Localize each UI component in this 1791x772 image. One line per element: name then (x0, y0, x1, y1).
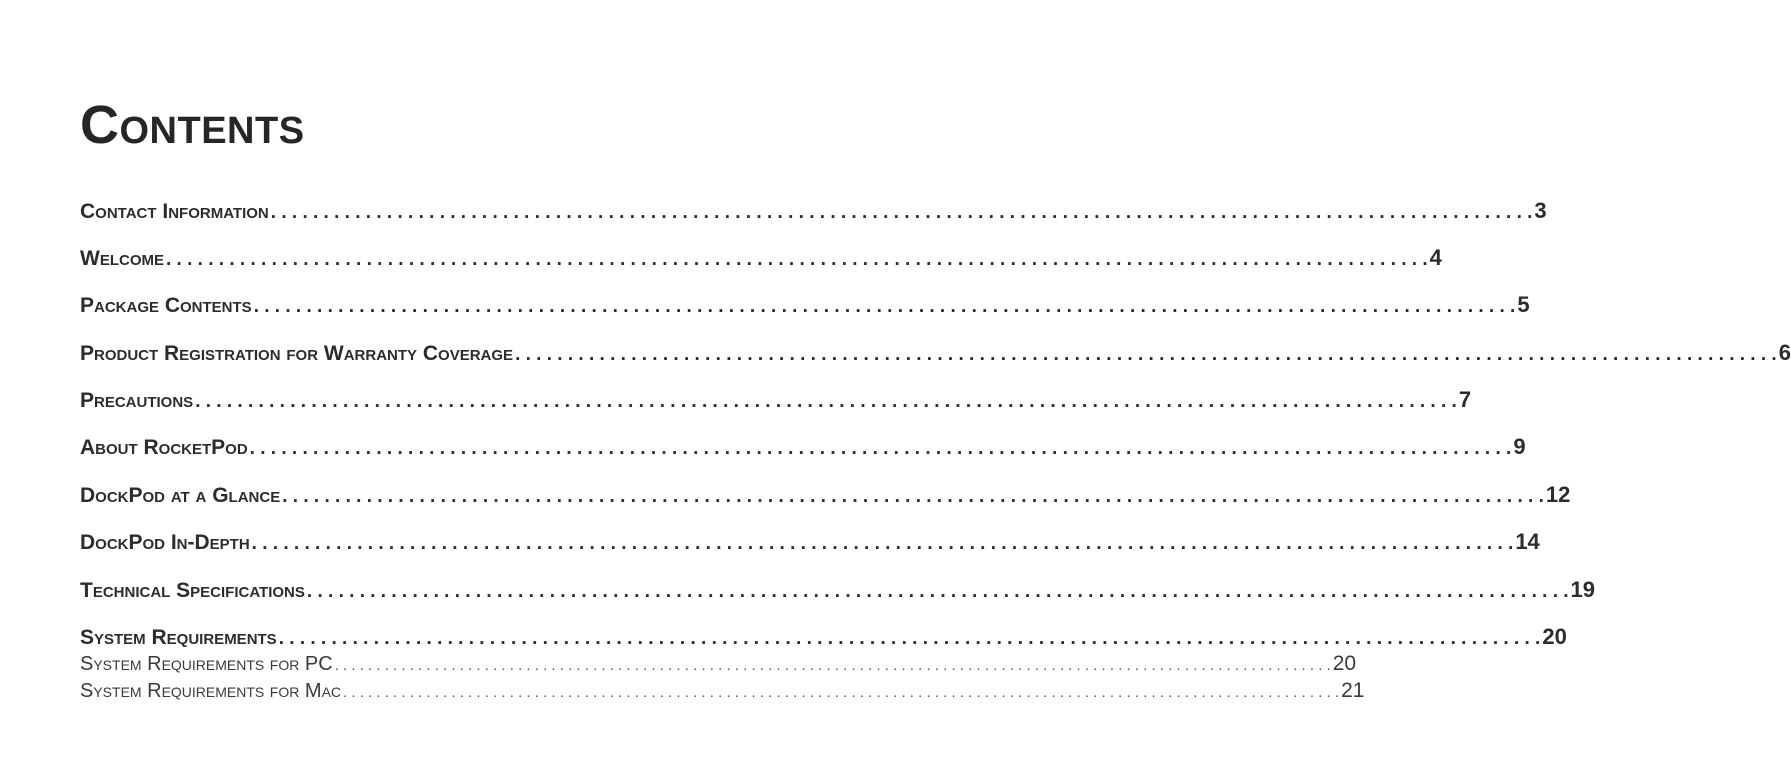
toc-entry-label: Contact Information (80, 200, 269, 223)
toc-page-number: 12 (1545, 482, 1571, 507)
toc-entry-technical-specifications[interactable] (80, 577, 1596, 605)
dot-leader: . . . . . . . . . . . . . . . . . . . . . . . . . . . . . . . . . . . . . . . . . . . . . . . . . . . . . . . . . . . . . . . . . . . . . . . . . . . . . . . . . . . . . . . . . . . . . . . . . . . . . . . . . . . . . . . . . . . . . . . . (343, 684, 1340, 701)
toc-entry-precautions[interactable] (80, 387, 1472, 415)
toc-entry-label: DockPod In-Depth (80, 531, 250, 554)
toc-entry-welcome[interactable] (80, 245, 1442, 273)
toc-entry-label: System Requirements (80, 626, 277, 649)
dot-leader: . . . . . . . . . . . . . . . . . . . . . . . . . . . . . . . . . . . . . . . . . . . . . . . . . . . . . . . . . . . . . . . . . . . . . . . . . . . . . . . . . . . . . . . . . . . . . . . . . . . . . . . . . . . . . . . . . . . . . . . . (515, 344, 1777, 365)
dot-leader: . . . . . . . . . . . . . . . . . . . . . . . . . . . . . . . . . . . . . . . . . . . . . . . . . . . . . . . . . . . . . . . . . . . . . . . . . . . . . . . . . . . . . . . . . . . . . . . . . . . . . . . . . . . . . . . . . . . . . . . . (334, 657, 1331, 674)
toc-page-number: 14 (1515, 529, 1540, 554)
toc-entry-label: System Requirements for Mac (80, 680, 342, 702)
toc-entry-label: Precautions (80, 389, 194, 412)
toc-entry-label: DockPod at a Glance (80, 484, 281, 507)
toc-page-number: 20 (1542, 624, 1567, 649)
toc-page-number: 3 (1534, 198, 1547, 223)
toc-page-number: 5 (1517, 292, 1530, 317)
toc-entry-dockpod-at-a-glance[interactable] (80, 482, 1571, 510)
toc-entry-label: System Requirements for PC (80, 653, 333, 675)
toc-entry-label: Technical Specifications (80, 579, 305, 602)
toc-page-number: 20 (1332, 652, 1357, 675)
toc-page-number: 6 (1778, 340, 1791, 365)
dot-leader: . . . . . . . . . . . . . . . . . . . . . . . . . . . . . . . . . . . . . . . . . . . . . . . . . . . . . . . . . . . . . . . . . . . . . . . . . . . . . . . . . . . . . . . . . . . . . . . . . . . . . . . . . . . . . . . . . . . . . . . . (306, 581, 1569, 602)
toc-entry-label: Welcome (80, 247, 164, 270)
toc-entry-label: About RocketPod (80, 436, 248, 459)
toc-subentry-system-requirements-pc[interactable] (80, 652, 1357, 678)
dot-leader: . . . . . . . . . . . . . . . . . . . . . . . . . . . . . . . . . . . . . . . . . . . . . . . . . . . . . . . . . . . . . . . . . . . . . . . . . . . . . . . . . . . . . . . . . . . . . . . . . . . . . . . . . . . . . . . . . . . . . . . . (270, 202, 1533, 223)
toc-entry-package-contents[interactable] (80, 292, 1530, 320)
dot-leader: . . . . . . . . . . . . . . . . . . . . . . . . . . . . . . . . . . . . . . . . . . . . . . . . . . . . . . . . . . . . . . . . . . . . . . . . . . . . . . . . . . . . . . . . . . . . . . . . . . . . . . . . . . . . . . . . . . . . . . . . (278, 628, 1541, 649)
toc-entry-dockpod-in-depth[interactable] (80, 529, 1540, 557)
toc-subentry-system-requirements-mac[interactable] (80, 679, 1365, 705)
toc-entry-system-requirements[interactable] (80, 624, 1567, 652)
toc-page-number: 9 (1513, 434, 1526, 459)
dot-leader: . . . . . . . . . . . . . . . . . . . . . . . . . . . . . . . . . . . . . . . . . . . . . . . . . . . . . . . . . . . . . . . . . . . . . . . . . . . . . . . . . . . . . . . . . . . . . . . . . . . . . . . . . . . . . . . . . . . . . . . . (253, 296, 1516, 317)
dot-leader: . . . . . . . . . . . . . . . . . . . . . . . . . . . . . . . . . . . . . . . . . . . . . . . . . . . . . . . . . . . . . . . . . . . . . . . . . . . . . . . . . . . . . . . . . . . . . . . . . . . . . . . . . . . . . . . . . . . . . . . . (166, 249, 1428, 270)
toc-page-number: 21 (1341, 679, 1365, 702)
toc-entry-label: Package Contents (80, 294, 252, 317)
page-title: Contents (80, 95, 305, 155)
dot-leader: . . . . . . . . . . . . . . . . . . . . . . . . . . . . . . . . . . . . . . . . . . . . . . . . . . . . . . . . . . . . . . . . . . . . . . . . . . . . . . . . . . . . . . . . . . . . . . . . . . . . . . . . . . . . . . . . . . . . . . . . (195, 391, 1457, 412)
toc-entry-about-rocketpod[interactable] (80, 434, 1526, 462)
toc-entry-contact-information[interactable] (80, 198, 1547, 226)
toc-entry-product-registration[interactable] (80, 340, 1791, 368)
toc-entry-label: Product Registration for Warranty Coverage (80, 342, 514, 365)
toc-page-number: 19 (1570, 577, 1596, 602)
toc-page-number: 7 (1458, 387, 1472, 412)
dot-leader: . . . . . . . . . . . . . . . . . . . . . . . . . . . . . . . . . . . . . . . . . . . . . . . . . . . . . . . . . . . . . . . . . . . . . . . . . . . . . . . . . . . . . . . . . . . . . . . . . . . . . . . . . . . . . . . . . . . . . . . . (282, 486, 1544, 507)
dot-leader: . . . . . . . . . . . . . . . . . . . . . . . . . . . . . . . . . . . . . . . . . . . . . . . . . . . . . . . . . . . . . . . . . . . . . . . . . . . . . . . . . . . . . . . . . . . . . . . . . . . . . . . . . . . . . . . . . . . . . . . . (251, 533, 1514, 554)
toc-page-number: 4 (1429, 245, 1442, 270)
dot-leader: . . . . . . . . . . . . . . . . . . . . . . . . . . . . . . . . . . . . . . . . . . . . . . . . . . . . . . . . . . . . . . . . . . . . . . . . . . . . . . . . . . . . . . . . . . . . . . . . . . . . . . . . . . . . . . . . . . . . . . . . (249, 438, 1512, 459)
